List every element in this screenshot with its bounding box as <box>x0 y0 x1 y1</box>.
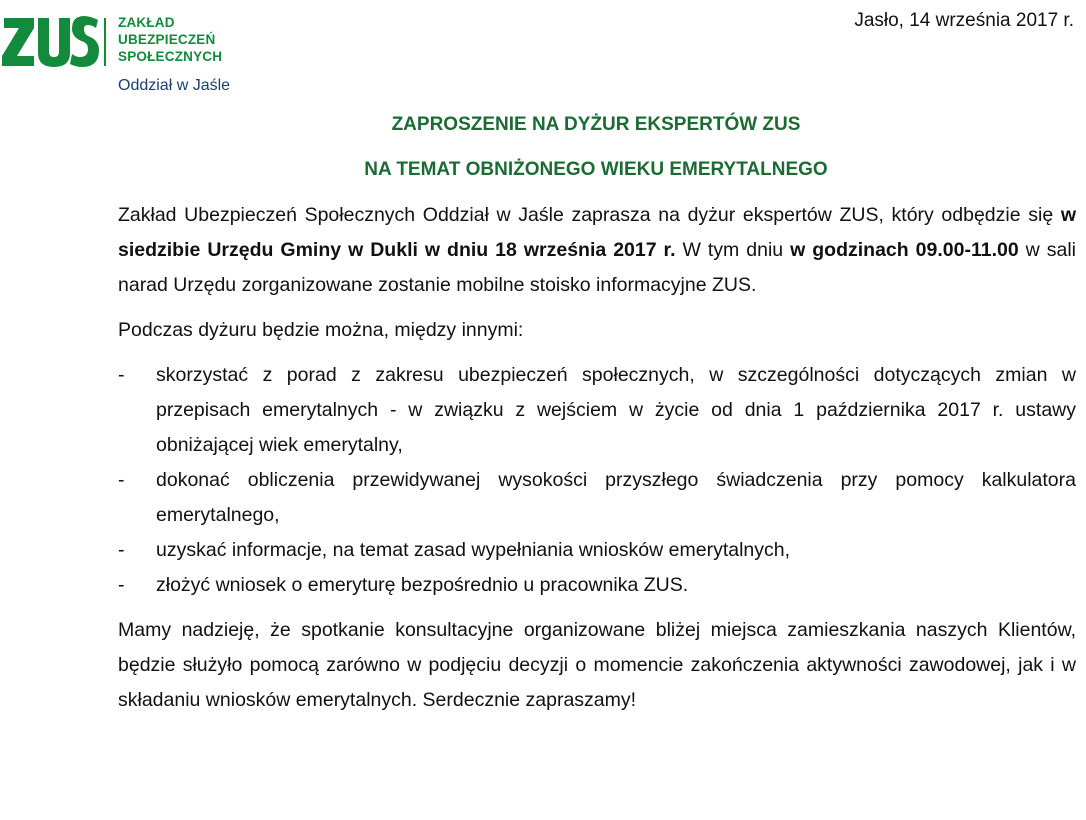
list-item-text: dokonać obliczenia przewidywanej wysokości przyszłego świadczenia przy pomocy kalkulatora emerytalnego, <box>156 469 1076 526</box>
logo-wordmark <box>118 14 222 65</box>
intro-paragraph <box>118 198 1076 303</box>
logo-divider <box>104 18 106 66</box>
list-intro: Podczas dyżuru będzie można, między innymi: <box>118 319 524 341</box>
list-item <box>118 568 1076 603</box>
logo-line: ZAKŁAD <box>118 15 175 30</box>
intro-hours: w godzinach 09.00-11.00 <box>790 239 1019 261</box>
logo-line: UBEZPIECZEŃ <box>118 32 216 47</box>
list-item-text: złożyć wniosek o emeryturę bezpośrednio u pracownika ZUS. <box>156 574 689 596</box>
branch-name: Oddział w Jaśle <box>118 77 231 94</box>
list-item-text: skorzystać z porad z zakresu ubezpieczeń społecznych, w szczególności dotyczących zmian w przepisach emerytalnych - w związku z wejściem w życie od dnia 1 października 2017 r. ustawy obniżającej wiek emerytalny, <box>156 364 1076 456</box>
zus-logo <box>0 8 240 68</box>
intro-text: w sali narad Urzędu zorganizowane zostanie mobilne stoisko informacyjne ZUS. <box>118 239 1076 296</box>
logo-line: SPOŁECZNYCH <box>118 49 223 64</box>
list-item <box>118 463 1076 533</box>
title-line-1: ZAPROSZENIE NA DYŻUR EKSPERTÓW ZUS <box>391 114 801 135</box>
bullet-dash: - <box>118 539 125 561</box>
closing-paragraph: Mamy nadzieję, że spotkanie konsultacyjne organizowane bliżej miejsca zamieszkania naszych Klientów, będzie służyło pomocą zarówno w podjęciu decyzji o momencie zakończenia aktywności zawodowej, jak i w składaniu wniosków emerytalnych. Serdecznie zapraszamy! <box>118 619 1076 711</box>
title-line-2: NA TEMAT OBNIŻONEGO WIEKU EMERYTALNEGO <box>364 159 828 180</box>
services-list <box>118 358 1076 603</box>
intro-location: w siedzibie Urzędu Gminy w Dukli w dniu 18 września 2017 r. <box>118 204 1076 261</box>
list-item <box>118 358 1076 463</box>
letter-body <box>118 198 1076 718</box>
intro-text: Zakład Ubezpieczeń Społecznych Oddział w Jaśle zaprasza na dyżur ekspertów ZUS, który odbędzie się <box>118 204 1061 226</box>
bullet-dash: - <box>118 469 125 491</box>
bullet-dash: - <box>118 364 125 386</box>
bullet-dash: - <box>118 574 125 596</box>
list-item <box>118 533 1076 568</box>
place-date: Jasło, 14 września 2017 r. <box>854 10 1074 31</box>
zus-logo-icon <box>0 12 100 68</box>
intro-text: W tym dniu <box>675 239 791 261</box>
list-item-text: uzyskać informacje, na temat zasad wypełniania wniosków emerytalnych, <box>156 539 791 561</box>
